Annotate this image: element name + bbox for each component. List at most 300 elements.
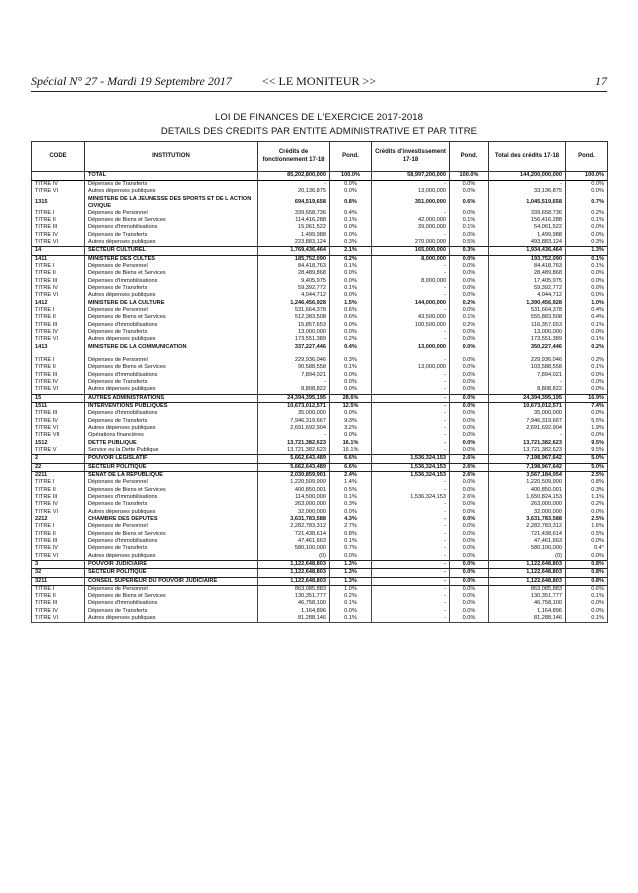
cell-total-credits: 35,000,000 (489, 410, 566, 417)
cell-credits-fonctionnement: 1,122,648,803 (258, 560, 330, 568)
header-pond-1: Pond. (330, 142, 372, 172)
table-row (32, 516, 608, 523)
table-row (32, 531, 608, 538)
cell-credits-investissement: - (372, 263, 450, 270)
cell-code: TITRE II (32, 217, 85, 224)
cell-pond-2: 0.0% (450, 569, 489, 577)
cell-credits-investissement: 144,000,000 (372, 300, 450, 307)
cell-credits-investissement: - (372, 372, 450, 379)
cell-credits-fonctionnement: 85,202,800,000 (258, 172, 330, 181)
cell-total-credits: 7,198,967,642 (489, 463, 566, 471)
cell-code: TITRE VI (32, 425, 85, 432)
cell-pond-1: 6.6% (330, 455, 372, 463)
cell-pond-3: 0.0% (566, 285, 608, 292)
cell-pond-1: 28.6% (330, 394, 372, 402)
cell-credits-investissement: 13,000,000 (372, 188, 450, 195)
cell-pond-3: 7.4% (566, 403, 608, 411)
cell-credits-investissement: - (372, 501, 450, 508)
cell-total-credits: 103,588,558 (489, 364, 566, 371)
cell-institution: Autres dépenses publiques (85, 553, 258, 561)
cell-pond-1: 0.5% (330, 487, 372, 494)
cell-code: TITRE IV (32, 608, 85, 615)
cell-total-credits: 144,200,000,000 (489, 172, 566, 181)
cell-institution: Service ou la Dette Publique (85, 447, 258, 455)
cell-total-credits: - (489, 379, 566, 386)
cell-credits-fonctionnement: 24,394,395,195 (258, 394, 330, 402)
cell-credits-investissement: - (372, 538, 450, 545)
cell-pond-3: 0.2% (566, 357, 608, 364)
cell-pond-3: 1.0% (566, 300, 608, 307)
cell-institution: SECTEUR CULTUREL (85, 247, 258, 255)
cell-pond-3: 0.3% (566, 487, 608, 494)
cell-code: TITRE II (32, 593, 85, 600)
cell-code: TITRE I (32, 263, 85, 270)
cell-pond-1: 1.5% (330, 300, 372, 307)
table-row (32, 600, 608, 607)
cell-pond-2: 0.0% (450, 560, 489, 568)
cell-code: TITRE II (32, 270, 85, 277)
cell-pond-3: 5.0% (566, 455, 608, 463)
cell-credits-fonctionnement: 173,551,389 (258, 336, 330, 343)
cell-pond-2: 0.0% (450, 379, 489, 386)
cell-total-credits: 32,000,000 (489, 509, 566, 516)
cell-institution: AUTRES ADMINISTRATIONS (85, 394, 258, 402)
table-row (32, 344, 608, 351)
cell-credits-fonctionnement: 1,769,436,464 (258, 247, 330, 255)
header-rule (31, 91, 607, 92)
cell-total-credits: 1,650,824,153 (489, 494, 566, 501)
cell-pond-1: 0.0% (330, 553, 372, 561)
cell-total-credits: 721,438,614 (489, 531, 566, 538)
cell-code: 1512 (32, 440, 85, 447)
cell-pond-1: 0.0% (330, 329, 372, 336)
cell-pond-3: 0.0% (566, 188, 608, 195)
cell-credits-investissement: 8,000,000 (372, 255, 450, 263)
budget-table (31, 141, 608, 623)
cell-pond-2: 0.0% (450, 538, 489, 545)
table-row (32, 440, 608, 447)
cell-credits-investissement: 1,536,324,153 (372, 463, 450, 471)
cell-code: TITRE II (32, 314, 85, 321)
cell-total-credits: 1,122,648,803 (489, 577, 566, 585)
cell-code: TITRE VI (32, 509, 85, 516)
cell-pond-1: 2.4% (330, 471, 372, 479)
table-row (32, 270, 608, 277)
cell-credits-fonctionnement: 32,000,000 (258, 509, 330, 516)
table-row (32, 372, 608, 379)
cell-credits-investissement: 13,000,000 (372, 344, 450, 351)
cell-credits-investissement: - (372, 608, 450, 615)
cell-code: TITRE I (32, 307, 85, 314)
cell-institution: Dépenses de Biens et Services (85, 487, 258, 494)
cell-total-credits: 24,394,395,195 (489, 394, 566, 402)
cell-total-credits: 493,883,124 (489, 239, 566, 247)
cell-institution: Dépenses de Personnel (85, 210, 258, 217)
cell-pond-1: 0.0% (330, 509, 372, 516)
cell-code: TITRE I (32, 479, 85, 486)
cell-code: TITRE IV (32, 545, 85, 552)
cell-pond-3: 0.1% (566, 336, 608, 343)
header-pond-3: Pond. (566, 142, 608, 172)
cell-pond-1: 0.0% (330, 608, 372, 615)
cell-pond-3: 0.0% (566, 410, 608, 417)
table-row (32, 336, 608, 343)
table-row (32, 394, 608, 402)
cell-code: TITRE II (32, 531, 85, 538)
cell-pond-2: 0.0% (450, 479, 489, 486)
cell-credits-fonctionnement: 2,030,859,901 (258, 471, 330, 479)
cell-pond-2: 0.0% (450, 232, 489, 239)
cell-pond-1: 0.4% (330, 344, 372, 351)
cell-pond-1: 0.0% (330, 432, 372, 439)
cell-code: TITRE III (32, 278, 85, 285)
cell-code: TITRE VI (32, 292, 85, 299)
table-row (32, 463, 608, 471)
cell-institution: Dépenses de Transferts (85, 608, 258, 615)
cell-total-credits: 580,100,000 (489, 545, 566, 552)
cell-pond-3: 0.0% (566, 509, 608, 516)
cell-credits-fonctionnement: 185,752,090 (258, 255, 330, 263)
cell-credits-investissement: - (372, 410, 450, 417)
cell-pond-3: 5.0% (566, 463, 608, 471)
cell-credits-fonctionnement: 13,721,382,623 (258, 440, 330, 447)
cell-credits-fonctionnement: 1,220,509,900 (258, 479, 330, 486)
cell-institution: SENAT DE LA REPUBLIQUE (85, 471, 258, 479)
cell-credits-investissement: - (372, 394, 450, 402)
cell-code: TITRE IV (32, 329, 85, 336)
cell-code: TITRE IV (32, 379, 85, 386)
cell-credits-investissement: - (372, 487, 450, 494)
cell-credits-investissement: - (372, 447, 450, 455)
cell-credits-fonctionnement: 9,405,975 (258, 278, 330, 285)
header-code: CODE (32, 142, 85, 172)
cell-pond-3: 0.2% (566, 501, 608, 508)
table-row (32, 553, 608, 561)
cell-pond-2: 0.0% (450, 487, 489, 494)
table-row (32, 292, 608, 299)
cell-code: 22 (32, 463, 85, 471)
cell-credits-investissement: - (372, 577, 450, 585)
cell-institution: Autres dépenses publiques (85, 615, 258, 623)
cell-code: 32 (32, 569, 85, 577)
publication-title: << LE MONITEUR >> (261, 74, 377, 88)
cell-pond-2: 0.0% (450, 608, 489, 615)
cell-pond-3: 9.5% (566, 447, 608, 455)
cell-pond-1: 0.0% (330, 188, 372, 195)
table-row (32, 364, 608, 371)
cell-credits-fonctionnement: 15,061,522 (258, 224, 330, 231)
cell-credits-investissement: 13,000,000 (372, 364, 450, 371)
cell-institution: TOTAL (85, 172, 258, 181)
cell-pond-1: 0.0% (330, 224, 372, 231)
cell-credits-investissement: - (372, 593, 450, 600)
cell-code: TITRE IV (32, 285, 85, 292)
cell-credits-investissement: - (372, 210, 450, 217)
cell-pond-2: 0.0% (450, 593, 489, 600)
cell-pond-3: 1.6% (566, 523, 608, 530)
cell-credits-fonctionnement: 114,416,288 (258, 217, 330, 224)
table-row (32, 545, 608, 552)
cell-pond-3: 0.0% (566, 329, 608, 336)
cell-pond-3: 5.5% (566, 418, 608, 425)
cell-pond-3: 0.3% (566, 239, 608, 247)
cell-pond-1: 0.8% (330, 531, 372, 538)
cell-code: 14 (32, 247, 85, 255)
table-row (32, 263, 608, 270)
cell-pond-2: 0.0% (450, 403, 489, 411)
cell-institution: Dépenses d'Immobilisations (85, 278, 258, 285)
cell-credits-investissement: - (372, 292, 450, 299)
cell-pond-1: 0.1% (330, 285, 372, 292)
cell-credits-investissement: - (372, 531, 450, 538)
cell-pond-1: 0.2% (330, 593, 372, 600)
cell-institution: Dépenses de Transferts (85, 545, 258, 552)
cell-code: TITRE III (32, 224, 85, 231)
cell-pond-1: 0.0% (330, 181, 372, 189)
cell-pond-1: 2.1% (330, 247, 372, 255)
cell-credits-investissement: 270,000,000 (372, 239, 450, 247)
cell-institution: CHAMBRE DES DEPUTES (85, 516, 258, 523)
table-row (32, 593, 608, 600)
cell-pond-1: 0.6% (330, 307, 372, 314)
cell-pond-3: 0.0% (566, 608, 608, 615)
cell-credits-investissement: 100,500,000 (372, 322, 450, 329)
cell-pond-1: 0.1% (330, 538, 372, 545)
cell-code: TITRE IV (32, 181, 85, 189)
cell-pond-3: 1.9% (566, 425, 608, 432)
cell-credits-fonctionnement: (0) (258, 553, 330, 561)
cell-pond-1: 0.1% (330, 600, 372, 607)
cell-total-credits: 10,673,012,571 (489, 403, 566, 411)
cell-credits-fonctionnement: 1,499,988 (258, 232, 330, 239)
cell-pond-2: 0.1% (450, 217, 489, 224)
header-total-credits: Total des crédits 17-18 (489, 142, 566, 172)
cell-credits-fonctionnement: 339,658,736 (258, 210, 330, 217)
cell-credits-fonctionnement: 130,351,777 (258, 593, 330, 600)
cell-institution: Dépenses d'Immobilisations (85, 538, 258, 545)
table-row (32, 357, 608, 364)
cell-pond-3: 2.5% (566, 516, 608, 523)
cell-pond-3: 0.1% (566, 255, 608, 263)
cell-pond-1: 0.1% (330, 217, 372, 224)
cell-pond-3: 0.2% (566, 210, 608, 217)
cell-credits-investissement: - (372, 615, 450, 623)
cell-total-credits: 13,000,000 (489, 329, 566, 336)
cell-credits-investissement: - (372, 585, 450, 593)
cell-pond-2: 0.0% (450, 188, 489, 195)
cell-code: 2211 (32, 471, 85, 479)
cell-credits-investissement: - (372, 425, 450, 432)
cell-institution: MINISTERE DE LA CULTURE (85, 300, 258, 307)
cell-credits-fonctionnement: 28,489,868 (258, 270, 330, 277)
table-row (32, 569, 608, 577)
cell-total-credits: 1,220,509,900 (489, 479, 566, 486)
cell-credits-investissement: - (372, 329, 450, 336)
cell-pond-3: 0.8% (566, 577, 608, 585)
cell-credits-investissement: - (372, 418, 450, 425)
cell-total-credits: 17,405,975 (489, 278, 566, 285)
cell-total-credits: 13,721,382,623 (489, 447, 566, 455)
cell-institution: Dépenses d'Immobilisations (85, 224, 258, 231)
cell-pond-2: 0.0% (450, 285, 489, 292)
cell-total-credits: 1,045,519,658 (489, 196, 566, 210)
cell-credits-investissement: - (372, 386, 450, 394)
table-row (32, 307, 608, 314)
cell-credits-fonctionnement: 114,500,000 (258, 494, 330, 501)
cell-credits-fonctionnement: 721,438,614 (258, 531, 330, 538)
cell-institution: Autres dépenses publiques (85, 425, 258, 432)
table-row (32, 487, 608, 494)
table-row (32, 501, 608, 508)
cell-institution: Opérations financières (85, 432, 258, 439)
cell-total-credits: 7,946,319,667 (489, 418, 566, 425)
cell-pond-2: 2.6% (450, 494, 489, 501)
cell-pond-2: 0.0% (450, 386, 489, 394)
cell-credits-investissement: 58,997,200,000 (372, 172, 450, 181)
table-row (32, 585, 608, 593)
cell-credits-investissement: - (372, 569, 450, 577)
cell-credits-investissement: 165,000,000 (372, 247, 450, 255)
cell-pond-1: 0.2% (330, 336, 372, 343)
table-row (32, 403, 608, 411)
cell-pond-2: 0.0% (450, 329, 489, 336)
cell-total-credits: 4,044,712 (489, 292, 566, 299)
cell-pond-3: 0.4% (566, 314, 608, 321)
cell-code: TITRE II (32, 364, 85, 371)
cell-pond-2: 0.0% (450, 585, 489, 593)
cell-code: 1412 (32, 300, 85, 307)
table-row (32, 172, 608, 181)
page-header (31, 74, 607, 90)
cell-total-credits: 156,416,288 (489, 217, 566, 224)
cell-institution: INTERVENTIONS PUBLIQUES (85, 403, 258, 411)
header-pond-2: Pond. (450, 142, 489, 172)
cell-code: 1411 (32, 255, 85, 263)
cell-total-credits: 7,894,021 (489, 372, 566, 379)
cell-code: TITRE II (32, 487, 85, 494)
cell-pond-1: 6.6% (330, 463, 372, 471)
table-header-row (32, 142, 608, 172)
cell-pond-1: 0.0% (330, 292, 372, 299)
cell-pond-3: 0.0% (566, 292, 608, 299)
cell-code: TITRE IV (32, 232, 85, 239)
cell-credits-investissement: 1,536,324,153 (372, 494, 450, 501)
cell-total-credits: 7,198,967,642 (489, 455, 566, 463)
cell-total-credits: 400,850,001 (489, 487, 566, 494)
cell-pond-2: 0.0% (450, 516, 489, 523)
cell-total-credits: 555,883,508 (489, 314, 566, 321)
cell-pond-2: 0.2% (450, 322, 489, 329)
cell-pond-2: 0.3% (450, 247, 489, 255)
cell-credits-investissement: - (372, 440, 450, 447)
cell-pond-1: 0.0% (330, 278, 372, 285)
cell-pond-2: 0.0% (450, 447, 489, 455)
cell-pond-1: 1.3% (330, 560, 372, 568)
cell-credits-fonctionnement: 59,392,772 (258, 285, 330, 292)
cell-institution: Dépenses de Personnel (85, 263, 258, 270)
cell-total-credits: 1,499,988 (489, 232, 566, 239)
cell-credits-investissement: - (372, 560, 450, 568)
cell-credits-fonctionnement: 223,883,124 (258, 239, 330, 247)
cell-pond-1: 0.0% (330, 386, 372, 394)
cell-pond-3: 0.1% (566, 615, 608, 623)
cell-credits-fonctionnement: - (258, 379, 330, 386)
cell-pond-2: 0.0% (450, 263, 489, 270)
table-row (32, 224, 608, 231)
cell-institution: Autres dépenses publiques (85, 239, 258, 247)
cell-pond-1: 0.4% (330, 210, 372, 217)
cell-pond-2: 0.0% (450, 440, 489, 447)
cell-credits-fonctionnement: 229,936,046 (258, 357, 330, 364)
cell-code: TITRE VI (32, 615, 85, 623)
cell-credits-investissement: - (372, 403, 450, 411)
cell-pond-2: 0.0% (450, 425, 489, 432)
table-row (32, 410, 608, 417)
cell-pond-3: 0.0% (566, 372, 608, 379)
cell-pond-3: 0.8% (566, 569, 608, 577)
cell-pond-2: 0.0% (450, 501, 489, 508)
table-row (32, 494, 608, 501)
cell-credits-fonctionnement: 81,288,146 (258, 615, 330, 623)
cell-pond-2: 0.2% (450, 300, 489, 307)
cell-credits-investissement: - (372, 600, 450, 607)
cell-code: TITRE III (32, 538, 85, 545)
cell-institution: Dépenses d'Immobilisations (85, 372, 258, 379)
cell-credits-fonctionnement: 84,418,763 (258, 263, 330, 270)
cell-code: 3 (32, 560, 85, 568)
cell-institution: Dépenses de Transferts (85, 501, 258, 508)
page-number: 17 (595, 74, 607, 88)
cell-code: TITRE I (32, 523, 85, 530)
cell-institution: POUVOIR JUDICIAIRE (85, 560, 258, 568)
cell-pond-1: 0.0% (330, 322, 372, 329)
cell-pond-1: 1.4% (330, 479, 372, 486)
cell-code: TITRE VI (32, 239, 85, 247)
cell-credits-fonctionnement: 46,758,100 (258, 600, 330, 607)
cell-code: TITRE III (32, 372, 85, 379)
cell-institution: Autres dépenses publiques (85, 509, 258, 516)
table-row (32, 196, 608, 210)
cell-credits-fonctionnement: 8,808,822 (258, 386, 330, 394)
cell-credits-investissement: - (372, 379, 450, 386)
cell-credits-investissement: 1,536,324,153 (372, 455, 450, 463)
cell-institution: POUVOIR LEGISLATIF (85, 455, 258, 463)
cell-pond-2: 0.0% (450, 531, 489, 538)
cell-total-credits: 263,000,000 (489, 501, 566, 508)
cell-total-credits: - (489, 181, 566, 189)
cell-code: 1413 (32, 344, 85, 351)
cell-credits-fonctionnement: 1,246,456,928 (258, 300, 330, 307)
cell-institution: Dépenses de Transferts (85, 285, 258, 292)
cell-total-credits: 46,758,100 (489, 600, 566, 607)
cell-pond-1: 0.1% (330, 494, 372, 501)
cell-institution: Autres dépenses publiques (85, 292, 258, 299)
cell-pond-3: 1.1% (566, 494, 608, 501)
cell-pond-3: 0.0% (566, 386, 608, 394)
cell-pond-3: 2.5% (566, 471, 608, 479)
cell-pond-3: 0.6% (566, 585, 608, 593)
cell-pond-3: 0.0% (566, 224, 608, 231)
cell-total-credits: 1,122,648,803 (489, 560, 566, 568)
cell-institution: Dépenses de Transferts (85, 329, 258, 336)
cell-institution: Dépenses de Biens et Services (85, 217, 258, 224)
cell-pond-1: 2.7% (330, 523, 372, 530)
cell-pond-3: 0.4% (566, 307, 608, 314)
cell-credits-fonctionnement: 2,691,692,904 (258, 425, 330, 432)
cell-pond-1: 1.0% (330, 585, 372, 593)
table-row (32, 509, 608, 516)
cell-credits-investissement: 42,000,000 (372, 217, 450, 224)
